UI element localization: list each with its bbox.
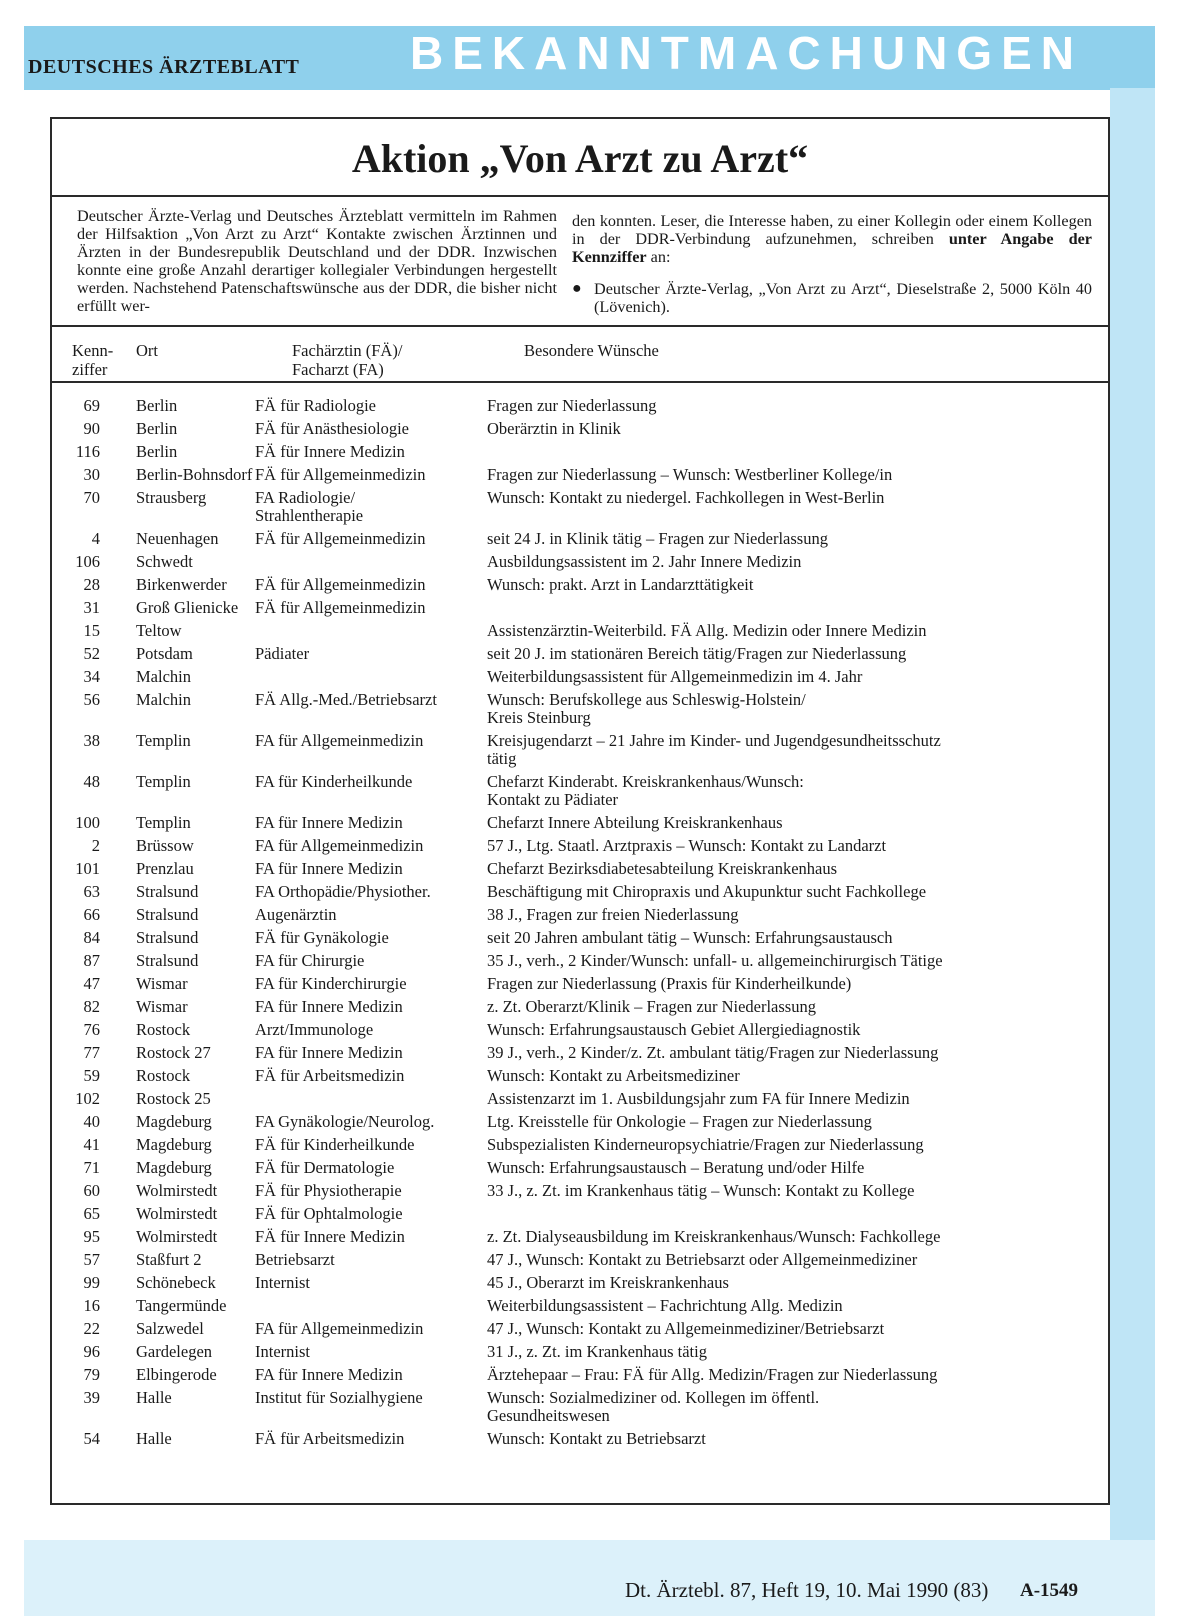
cell-ort: Stralsund (136, 928, 199, 947)
cell-wuensche: Chefarzt Innere Abteilung Kreiskrankenhaus (487, 813, 783, 832)
table-row (52, 883, 1108, 901)
table-row (52, 489, 1108, 525)
cell-wuensche: Weiterbildungsassistent – Fachrichtung Allg. Medizin (487, 1296, 843, 1315)
cell-kennziffer: 100 (75, 813, 100, 832)
table-row (52, 1205, 1108, 1223)
cell-wuensche: 38 J., Fragen zur freien Niederlassung (487, 905, 739, 924)
cell-kennziffer: 39 (83, 1388, 100, 1407)
cell-fach: Arzt/Immunologe (255, 1020, 374, 1039)
cell-kennziffer: 66 (83, 905, 100, 924)
cell-ort: Rostock (136, 1066, 191, 1085)
side-band (1110, 88, 1155, 1548)
cell-kennziffer: 40 (83, 1112, 100, 1131)
table-row (52, 599, 1108, 617)
cell-wuensche: Beschäftigung mit Chiropraxis und Akupunktur sucht Fachkollege (487, 882, 927, 901)
cell-fach (255, 1297, 487, 1315)
cell-wuensche: seit 20 Jahren ambulant tätig – Wunsch: Erfahrungsaustausch (487, 928, 893, 947)
cell-wuensche: 45 J., Oberarzt im Kreiskrankenhaus (487, 1273, 729, 1292)
cell-wuensche: Wunsch: Kontakt zu Arbeitsmediziner (487, 1066, 740, 1085)
cell-kennziffer: 70 (83, 488, 100, 507)
table-row (52, 773, 1108, 809)
cell-ort: Magdeburg (136, 1112, 212, 1131)
cell-kennziffer: 90 (83, 419, 100, 438)
table-row (52, 1136, 1108, 1154)
cell-wuensche: Chefarzt Bezirksdiabetesabteilung Kreiskrankenhaus (487, 859, 838, 878)
cell-fach: FA für Innere Medizin (255, 859, 403, 878)
cell-fach: FÄ für Dermatologie (255, 1158, 395, 1177)
cell-ort: Wismar (136, 974, 188, 993)
table-row (52, 1228, 1108, 1246)
cell-fach: FA Gynäkologie/Neurolog. (255, 1112, 435, 1131)
table-row (52, 443, 1108, 461)
cell-fach: FÄ für Innere Medizin (255, 1227, 405, 1246)
cell-fach: FÄ für Allgemeinmedizin (255, 598, 426, 617)
cell-ort: Staßfurt 2 (136, 1250, 202, 1269)
intro-left: Deutscher Ärzte-Verlag und Deutsches Ärzteblatt vermitteln im Rahmen der Hilfsaktion „Von Arzt zu Arzt“ Kontakte zwischen Ärztinnen und Ärzten in der Bundesrepublik Deutschland und der DDR. Inzwischen konnte eine große Anzahl derartiger kollegialer Verbindungen hergestellt werden. Nachstehend Patenschaftswünsche aus der DDR, die bisher nicht erfüllt wer- (77, 207, 557, 315)
cell-fach: FÄ für Ophtalmologie (255, 1204, 403, 1223)
address-text: Deutscher Ärzte-Verlag, „Von Arzt zu Arzt“, Dieselstraße 2, 5000 Köln 40 (Lövenich). (594, 280, 1092, 316)
table-row (52, 998, 1108, 1016)
cell-ort: Rostock (136, 1020, 191, 1039)
table-row (52, 1090, 1108, 1108)
cell-kennziffer: 16 (83, 1296, 100, 1315)
cell-ort: Stralsund (136, 882, 199, 901)
article-frame (50, 117, 1110, 1505)
cell-ort: Rostock 27 (136, 1043, 211, 1062)
cell-wuensche: Kreisjugendarzt – 21 Jahre im Kinder- und Jugendgesundheitsschutz tätig (487, 731, 941, 768)
cell-ort: Berlin (136, 396, 178, 415)
table-row (52, 668, 1108, 686)
cell-fach: FA Orthopädie/Physiother. (255, 882, 431, 901)
cell-kennziffer: 76 (83, 1020, 100, 1039)
cell-wuensche: Ausbildungsassistent im 2. Jahr Innere Medizin (487, 552, 802, 571)
cell-wuensche: Ärztehepaar – Frau: FÄ für Allg. Medizin/Fragen zur Niederlassung (487, 1365, 938, 1384)
cell-ort: Wolmirstedt (136, 1227, 218, 1246)
cell-wuensche: Wunsch: prakt. Arzt in Landarzttätigkeit (487, 575, 754, 594)
cell-fach: FÄ für Kinderheilkunde (255, 1135, 415, 1154)
cell-fach (255, 668, 487, 686)
cell-ort: Berlin-Bohnsdorf (136, 465, 253, 484)
cell-ort: Groß Glienicke (136, 598, 239, 617)
table-row (52, 1343, 1108, 1361)
article-title: Aktion „Von Arzt zu Arzt“ (351, 136, 809, 181)
cell-fach: FÄ für Radiologie (255, 396, 376, 415)
table-row (52, 1159, 1108, 1177)
cell-kennziffer: 79 (83, 1365, 100, 1384)
cell-kennziffer: 82 (83, 997, 100, 1016)
cell-fach: FA Radiologie/ Strahlentherapie (255, 488, 364, 525)
section-title: BEKANNTMACHUNGEN (410, 27, 1083, 79)
cell-kennziffer: 30 (83, 465, 100, 484)
cell-ort: Neuenhagen (136, 529, 219, 548)
cell-ort: Elbingerode (136, 1365, 217, 1384)
cell-kennziffer: 84 (83, 928, 100, 947)
cell-wuensche: 47 J., Wunsch: Kontakt zu Allgemeinmediziner/Betriebsarzt (487, 1319, 885, 1338)
cell-wuensche: Weiterbildungsassistent für Allgemeinmedizin im 4. Jahr (487, 667, 863, 686)
cell-kennziffer: 2 (91, 836, 100, 855)
cell-kennziffer: 101 (75, 859, 100, 878)
table-row (52, 1430, 1108, 1448)
cell-ort: Wolmirstedt (136, 1181, 218, 1200)
cell-wuensche: 39 J., verh., 2 Kinder/z. Zt. ambulant tätig/Fragen zur Niederlassung (487, 1043, 939, 1062)
cell-wuensche: 35 J., verh., 2 Kinder/Wunsch: unfall- u. allgemeinchirurgisch Tätige (487, 951, 943, 970)
cell-ort: Halle (136, 1429, 172, 1448)
cell-wuensche: Assistenzarzt im 1. Ausbildungsjahr zum FA für Innere Medizin (487, 1089, 910, 1108)
table-row (52, 1274, 1108, 1292)
cell-wuensche: z. Zt. Dialyseausbildung im Kreiskrankenhaus/Wunsch: Fachkollege (487, 1227, 941, 1246)
cell-fach: FA für Kinderchirurgie (255, 974, 407, 993)
cell-wuensche: Wunsch: Berufskollege aus Schleswig-Holstein/ Kreis Steinburg (487, 690, 806, 727)
cell-fach: FA für Kinderheilkunde (255, 772, 413, 791)
table-row (52, 929, 1108, 947)
table-row (52, 837, 1108, 855)
table-row (52, 466, 1108, 484)
cell-wuensche: seit 24 J. in Klinik tätig – Fragen zur Niederlassung (487, 529, 828, 548)
intro-right-text-a: den konnten. Leser, die Interesse haben, zu einer Kollegin oder einem Kollegen in der DDR-Verbindung aufzunehmen, schreiben (572, 212, 1092, 248)
cell-wuensche: Wunsch: Erfahrungsaustausch – Beratung und/oder Hilfe (487, 1158, 865, 1177)
cell-kennziffer: 87 (83, 951, 100, 970)
cell-fach: FA für Allgemeinmedizin (255, 836, 424, 855)
cell-ort: Schwedt (136, 552, 193, 571)
cell-ort: Salzwedel (136, 1319, 204, 1338)
cell-wuensche (487, 443, 1108, 461)
cell-fach: Pädiater (255, 644, 310, 663)
cell-kennziffer: 34 (83, 667, 100, 686)
cell-kennziffer: 47 (83, 974, 100, 993)
cell-fach: FÄ für Arbeitsmedizin (255, 1066, 405, 1085)
cell-kennziffer: 4 (91, 529, 100, 548)
cell-wuensche: Assistenzärztin-Weiterbild. FÄ Allg. Medizin oder Innere Medizin (487, 621, 927, 640)
cell-wuensche: Subspezialisten Kinderneuropsychiatrie/Fragen zur Niederlassung (487, 1135, 924, 1154)
intro-right-text-b: an: (646, 248, 671, 266)
cell-ort: Stralsund (136, 951, 199, 970)
cell-fach: Institut für Sozialhygiene (255, 1388, 423, 1407)
cell-kennziffer: 65 (83, 1204, 100, 1223)
table-row (52, 814, 1108, 832)
cell-kennziffer: 56 (83, 690, 100, 709)
cell-kennziffer: 99 (83, 1273, 100, 1292)
cell-kennziffer: 60 (83, 1181, 100, 1200)
intro-right-bold: unter Angabe der Kennziffer (572, 230, 1092, 266)
cell-fach: Augenärztin (255, 905, 337, 924)
table-row (52, 1113, 1108, 1131)
cell-ort: Stralsund (136, 905, 199, 924)
table-row (52, 1366, 1108, 1384)
rule-mid (52, 325, 1108, 327)
cell-kennziffer: 57 (83, 1250, 100, 1269)
cell-kennziffer: 38 (83, 731, 100, 750)
cell-kennziffer: 71 (83, 1158, 100, 1177)
cell-ort: Teltow (136, 621, 182, 640)
cell-fach: FÄ Allg.-Med./Betriebsarzt (255, 690, 437, 709)
cell-wuensche: 31 J., z. Zt. im Krankenhaus tätig (487, 1342, 707, 1361)
cell-fach: FA für Allgemeinmedizin (255, 1319, 424, 1338)
cell-fach: FÄ für Physiotherapie (255, 1181, 402, 1200)
table-row (52, 576, 1108, 594)
rule-header (52, 381, 1108, 383)
cell-fach (255, 1090, 487, 1108)
cell-ort: Berlin (136, 442, 178, 461)
cell-fach: Internist (255, 1273, 310, 1292)
cell-ort: Halle (136, 1388, 172, 1407)
cell-kennziffer: 69 (83, 396, 100, 415)
cell-ort: Malchin (136, 667, 191, 686)
header-kennziffer: Kenn- ziffer (72, 341, 114, 379)
cell-kennziffer: 106 (75, 552, 100, 571)
cell-ort: Templin (136, 731, 191, 750)
cell-fach: FA für Allgemeinmedizin (255, 731, 424, 750)
table-row (52, 1044, 1108, 1062)
cell-ort: Tangermünde (136, 1296, 227, 1315)
cell-fach: FÄ für Allgemeinmedizin (255, 575, 426, 594)
table-row (52, 952, 1108, 970)
header-ort: Ort (136, 341, 158, 360)
table-row (52, 906, 1108, 924)
table-row (52, 975, 1108, 993)
cell-kennziffer: 59 (83, 1066, 100, 1085)
table-row (52, 530, 1108, 548)
cell-ort: Brüssow (136, 836, 194, 855)
cell-wuensche: Chefarzt Kinderabt. Kreiskrankenhaus/Wunsch: Kontakt zu Pädiater (487, 772, 804, 809)
table-row (52, 1389, 1108, 1425)
table-row (52, 691, 1108, 727)
cell-kennziffer: 52 (83, 644, 100, 663)
cell-kennziffer: 102 (75, 1089, 100, 1108)
cell-kennziffer: 41 (83, 1135, 100, 1154)
table-body (52, 397, 1108, 1453)
cell-fach: FÄ für Anästhesiologie (255, 419, 409, 438)
cell-wuensche: Fragen zur Niederlassung (Praxis für Kinderheilkunde) (487, 974, 852, 993)
cell-wuensche: Ltg. Kreisstelle für Onkologie – Fragen zur Niederlassung (487, 1112, 872, 1131)
table-row (52, 622, 1108, 640)
cell-kennziffer: 63 (83, 882, 100, 901)
cell-kennziffer: 116 (75, 442, 100, 461)
cell-fach: FA für Innere Medizin (255, 1043, 403, 1062)
footer-page-number: A-1549 (1020, 1580, 1079, 1601)
cell-kennziffer: 28 (83, 575, 100, 594)
table-row (52, 553, 1108, 571)
cell-fach: FA für Innere Medizin (255, 997, 403, 1016)
table-row (52, 1021, 1108, 1039)
cell-fach: FÄ für Allgemeinmedizin (255, 465, 426, 484)
table-row (52, 1320, 1108, 1338)
cell-fach: FÄ für Allgemeinmedizin (255, 529, 426, 548)
cell-fach: Internist (255, 1342, 310, 1361)
cell-wuensche (487, 599, 1108, 617)
rule-top (52, 195, 1108, 197)
cell-fach (255, 553, 487, 571)
cell-wuensche: 47 J., Wunsch: Kontakt zu Betriebsarzt oder Allgemeinmediziner (487, 1250, 918, 1269)
header-fach: Fachärztin (FÄ)/ Facharzt (FA) (292, 341, 403, 379)
cell-ort: Wolmirstedt (136, 1204, 218, 1223)
cell-ort: Birkenwerder (136, 575, 227, 594)
address-item (572, 280, 1092, 316)
cell-wuensche: Fragen zur Niederlassung (487, 396, 657, 415)
cell-fach (255, 622, 487, 640)
cell-kennziffer: 31 (83, 598, 100, 617)
footer-citation: Dt. Ärztebl. 87, Heft 19, 10. Mai 1990 (83) (625, 1578, 989, 1602)
cell-fach: Betriebsarzt (255, 1250, 335, 1269)
cell-fach: FÄ für Gynäkologie (255, 928, 389, 947)
table-row (52, 397, 1108, 415)
table-row (52, 420, 1108, 438)
cell-wuensche: Fragen zur Niederlassung – Wunsch: Westberliner Kollege/in (487, 465, 893, 484)
cell-ort: Templin (136, 772, 191, 791)
cell-fach: FÄ für Arbeitsmedizin (255, 1429, 405, 1448)
bullet-icon: ● (572, 280, 582, 297)
cell-ort: Rostock 25 (136, 1089, 211, 1108)
cell-fach: FA für Chirurgie (255, 951, 365, 970)
cell-ort: Magdeburg (136, 1158, 212, 1177)
cell-ort: Schönebeck (136, 1273, 216, 1292)
table-row (52, 1297, 1108, 1315)
cell-wuensche: Oberärztin in Klinik (487, 419, 621, 438)
cell-ort: Prenzlau (136, 859, 194, 878)
table-row (52, 645, 1108, 663)
cell-wuensche: z. Zt. Oberarzt/Klinik – Fragen zur Niederlassung (487, 997, 816, 1016)
cell-kennziffer: 95 (83, 1227, 100, 1246)
cell-kennziffer: 96 (83, 1342, 100, 1361)
cell-wuensche: Wunsch: Erfahrungsaustausch Gebiet Allergiediagnostik (487, 1020, 861, 1039)
intro-right (572, 212, 1092, 316)
cell-ort: Gardelegen (136, 1342, 213, 1361)
masthead: DEUTSCHES ÄRZTEBLATT (28, 56, 300, 78)
cell-ort: Strausberg (136, 488, 207, 507)
table-row (52, 860, 1108, 878)
cell-kennziffer: 77 (83, 1043, 100, 1062)
cell-wuensche: seit 20 J. im stationären Bereich tätig/Fragen zur Niederlassung (487, 644, 907, 663)
cell-wuensche: Wunsch: Kontakt zu niedergel. Fachkollegen in West-Berlin (487, 488, 885, 507)
cell-fach: FA für Innere Medizin (255, 813, 403, 832)
cell-kennziffer: 22 (83, 1319, 100, 1338)
cell-ort: Magdeburg (136, 1135, 212, 1154)
table-row (52, 732, 1108, 768)
cell-kennziffer: 15 (83, 621, 100, 640)
cell-ort: Wismar (136, 997, 188, 1016)
cell-kennziffer: 54 (83, 1429, 100, 1448)
cell-wuensche: Wunsch: Sozialmediziner od. Kollegen im öffentl. Gesundheitswesen (487, 1388, 820, 1425)
cell-fach: FÄ für Innere Medizin (255, 442, 405, 461)
cell-ort: Berlin (136, 419, 178, 438)
cell-wuensche: 33 J., z. Zt. im Krankenhaus tätig – Wunsch: Kontakt zu Kollege (487, 1181, 915, 1200)
table-row (52, 1182, 1108, 1200)
cell-fach: FA für Innere Medizin (255, 1365, 403, 1384)
cell-ort: Potsdam (136, 644, 193, 663)
header-wuensche: Besondere Wünsche (524, 341, 659, 360)
table-row (52, 1251, 1108, 1269)
cell-wuensche: Wunsch: Kontakt zu Betriebsarzt (487, 1429, 706, 1448)
cell-ort: Malchin (136, 690, 191, 709)
cell-wuensche: 57 J., Ltg. Staatl. Arztpraxis – Wunsch: Kontakt zu Landarzt (487, 836, 887, 855)
cell-ort: Templin (136, 813, 191, 832)
cell-kennziffer: 48 (83, 772, 100, 791)
cell-wuensche (487, 1205, 1108, 1223)
table-row (52, 1067, 1108, 1085)
